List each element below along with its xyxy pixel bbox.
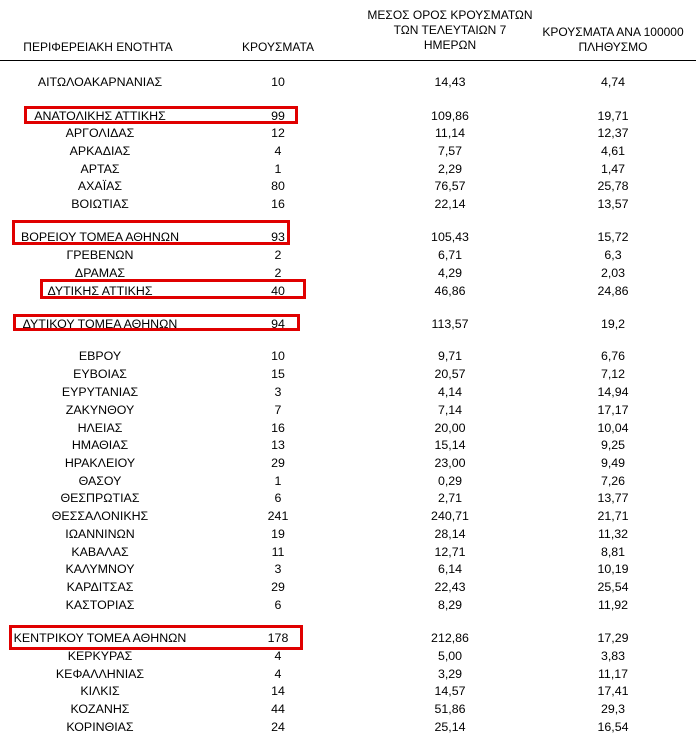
table-row [0,402,696,419]
region-name-cell: ΚΟΡΙΝΘΙΑΣ [66,720,134,734]
per100k-cell: 9,25 [600,438,626,452]
region-name-cell: ΙΩΑΝΝΙΝΩΝ [65,527,135,541]
region-name-cell: ΚΕΦΑΛΛΗΝΙΑΣ [55,667,145,681]
region-name-cell: ΕΒΡΟΥ [78,349,122,363]
per100k-cell: 14,94 [597,385,629,399]
avg7-cell: 20,00 [434,421,466,435]
cases-cell: 178 [267,631,289,645]
cases-cell: 16 [271,197,285,211]
region-name-cell: ΔΥΤΙΚΟΥ ΤΟΜΕΑ ΑΘΗΝΩΝ [22,317,178,331]
table-row [0,666,696,683]
cases-cell: 4 [274,144,282,158]
cases-cell: 15 [271,367,285,381]
avg7-cell: 4,14 [437,385,463,399]
region-name-cell: ΗΜΑΘΙΑΣ [71,438,129,452]
cases-cell: 2 [274,266,282,280]
region-name-cell: ΘΕΣΣΑΛΟΝΙΚΗΣ [51,509,149,523]
header-per100k-line1: ΚΡΟΥΣΜΑΤΑ ΑΝΑ 100000 [542,25,684,39]
per100k-cell: 11,17 [597,667,629,681]
cases-cell: 24 [271,720,285,734]
table-row [0,648,696,665]
table-row [0,597,696,614]
header-avg7-line3: ΗΜΕΡΩΝ [423,38,477,52]
per100k-cell: 11,92 [597,598,629,612]
header-region-label: ΠΕΡΙΦΕΡΕΙΑΚΗ ΕΝΟΤΗΤΑ [23,40,173,54]
region-name-cell: ΒΟΙΩΤΙΑΣ [71,197,129,211]
header-per100k-line2: ΠΛΗΘΥΣΜΟ [578,40,648,54]
region-name-cell: ΚΑΡΔΙΤΣΑΣ [66,580,134,594]
avg7-cell: 20,57 [434,367,466,381]
table-row [0,247,696,264]
region-name-cell: ΑΙΤΩΛΟΑΚΑΡΝΑΝΙΑΣ [37,75,163,89]
per100k-cell: 11,32 [597,527,629,541]
table-row [0,316,696,333]
cases-cell: 2 [274,248,282,262]
table-row [0,125,696,142]
per100k-cell: 25,78 [597,179,629,193]
avg7-cell: 212,86 [431,631,469,645]
region-name-cell: ΚΑΣΤΟΡΙΑΣ [65,598,135,612]
cases-cell: 12 [271,126,285,140]
avg7-cell: 7,57 [437,144,463,158]
cases-cell: 99 [271,109,285,123]
per100k-cell: 19,2 [600,317,626,331]
per100k-cell: 4,74 [600,75,626,89]
table-row [0,265,696,282]
avg7-cell: 15,14 [434,438,466,452]
per100k-cell: 6,3 [604,248,622,262]
cases-cell: 93 [271,230,285,244]
avg7-cell: 46,86 [434,284,466,298]
per100k-cell: 10,19 [597,562,629,576]
cases-cell: 241 [267,509,289,523]
region-name-cell: ΑΝΑΤΟΛΙΚΗΣ ΑΤΤΙΚΗΣ [34,109,166,123]
table-row [0,701,696,718]
avg7-cell: 240,71 [431,509,469,523]
per100k-cell: 15,72 [597,230,629,244]
per100k-cell: 24,86 [597,284,629,298]
avg7-cell: 2,29 [437,162,463,176]
per100k-cell: 9,49 [600,456,626,470]
per100k-cell: 4,61 [600,144,626,158]
cases-cell: 6 [274,491,282,505]
cases-cell: 3 [274,562,282,576]
cases-cell: 3 [274,385,282,399]
avg7-cell: 4,29 [437,266,463,280]
per100k-cell: 13,57 [597,197,629,211]
cases-cell: 4 [274,667,282,681]
per100k-cell: 8,81 [600,545,626,559]
per100k-cell: 17,17 [597,403,629,417]
table-row [0,420,696,437]
region-name-cell: ΗΡΑΚΛΕΙΟΥ [64,456,136,470]
cases-cell: 14 [271,684,285,698]
region-name-cell: ΑΧΑΪΑΣ [77,179,123,193]
cases-cell: 1 [274,162,282,176]
table-row [0,348,696,365]
avg7-cell: 9,71 [437,349,463,363]
per100k-cell: 1,47 [600,162,626,176]
table-row [0,455,696,472]
cases-cell: 10 [271,349,285,363]
avg7-cell: 6,14 [437,562,463,576]
cases-cell: 94 [271,317,285,331]
table-row [0,630,696,647]
cases-cell: 1 [274,474,282,488]
region-name-cell: ΑΡΚΑΔΙΑΣ [69,144,131,158]
per100k-cell: 12,37 [597,126,629,140]
table-row [0,544,696,561]
avg7-cell: 3,29 [437,667,463,681]
cases-cell: 44 [271,702,285,716]
table-row [0,366,696,383]
region-name-cell: ΘΕΣΠΡΩΤΙΑΣ [60,491,140,505]
per100k-cell: 17,29 [597,631,629,645]
cases-cell: 29 [271,580,285,594]
table-row [0,283,696,300]
per100k-cell: 3,83 [600,649,626,663]
header-cases-label: ΚΡΟΥΣΜΑΤΑ [242,40,314,54]
cases-cell: 10 [271,75,285,89]
avg7-cell: 14,57 [434,684,466,698]
per100k-cell: 25,54 [597,580,629,594]
per100k-cell: 7,12 [600,367,626,381]
avg7-cell: 22,43 [434,580,466,594]
region-name-cell: ΚΑΒΑΛΑΣ [71,545,129,559]
per100k-cell: 19,71 [597,109,629,123]
avg7-cell: 109,86 [431,109,469,123]
region-name-cell: ΓΡΕΒΕΝΩΝ [66,248,134,262]
table-row [0,579,696,596]
table-row [0,508,696,525]
region-name-cell: ΒΟΡΕΙΟΥ ΤΟΜΕΑ ΑΘΗΝΩΝ [20,230,180,244]
table-row [0,526,696,543]
region-name-cell: ΑΡΓΟΛΙΔΑΣ [65,126,135,140]
table-row [0,683,696,700]
region-name-cell: ΕΥΡΥΤΑΝΙΑΣ [61,385,139,399]
table-row [0,161,696,178]
avg7-cell: 7,14 [437,403,463,417]
header-avg7-line2: ΤΩΝ ΤΕΛΕΥΤΑΙΩΝ 7 [393,23,507,37]
table-row [0,473,696,490]
table-row [0,384,696,401]
cases-cell: 16 [271,421,285,435]
region-name-cell: ΔΡΑΜΑΣ [74,266,126,280]
avg7-cell: 25,14 [434,720,466,734]
table-row [0,490,696,507]
per100k-cell: 21,71 [597,509,629,523]
table-row [0,719,696,736]
per100k-cell: 13,77 [597,491,629,505]
region-name-cell: ΚΟΖΑΝΗΣ [70,702,130,716]
cases-cell: 29 [271,456,285,470]
region-name-cell: ΔΥΤΙΚΗΣ ΑΤΤΙΚΗΣ [47,284,153,298]
table-row [0,178,696,195]
cases-cell: 40 [271,284,285,298]
avg7-cell: 105,43 [431,230,469,244]
avg7-cell: 76,57 [434,179,466,193]
region-name-cell: ΑΡΤΑΣ [80,162,120,176]
cases-cell: 4 [274,649,282,663]
avg7-cell: 23,00 [434,456,466,470]
per100k-cell: 2,03 [600,266,626,280]
table-row [0,108,696,125]
cases-cell: 19 [271,527,285,541]
region-name-cell: ΚΑΛΥΜΝΟΥ [65,562,135,576]
avg7-cell: 5,00 [437,649,463,663]
cases-cell: 7 [274,403,282,417]
cases-cell: 80 [271,179,285,193]
avg7-cell: 28,14 [434,527,466,541]
region-name-cell: ΘΑΣΟΥ [78,474,122,488]
per100k-cell: 7,26 [600,474,626,488]
per100k-cell: 10,04 [597,421,629,435]
cases-cell: 11 [271,545,285,559]
cases-cell: 6 [274,598,282,612]
region-name-cell: ΗΛΕΙΑΣ [77,421,123,435]
region-name-cell: ΚΕΝΤΡΙΚΟΥ ΤΟΜΕΑ ΑΘΗΝΩΝ [13,631,187,645]
per100k-cell: 16,54 [597,720,629,734]
avg7-cell: 12,71 [434,545,466,559]
avg7-cell: 14,43 [434,75,466,89]
avg7-cell: 0,29 [437,474,463,488]
per100k-cell: 17,41 [597,684,629,698]
cases-cell: 13 [271,438,285,452]
table-row [0,437,696,454]
avg7-cell: 8,29 [437,598,463,612]
table-row [0,561,696,578]
region-name-cell: ΖΑΚΥΝΘΟΥ [65,403,135,417]
header-avg7-line1: ΜΕΣΟΣ ΟΡΟΣ ΚΡΟΥΣΜΑΤΩΝ [367,8,533,22]
avg7-cell: 11,14 [434,126,466,140]
per100k-cell: 29,3 [600,702,626,716]
region-name-cell: ΚΙΛΚΙΣ [80,684,120,698]
table-row [0,229,696,246]
table-row [0,74,696,91]
avg7-cell: 2,71 [437,491,463,505]
avg7-cell: 6,71 [437,248,463,262]
per100k-cell: 6,76 [600,349,626,363]
region-name-cell: ΚΕΡΚΥΡΑΣ [67,649,133,663]
region-name-cell: ΕΥΒΟΙΑΣ [73,367,127,381]
avg7-cell: 113,57 [431,317,469,331]
table-row [0,143,696,160]
table-row [0,196,696,213]
avg7-cell: 51,86 [434,702,466,716]
avg7-cell: 22,14 [434,197,466,211]
